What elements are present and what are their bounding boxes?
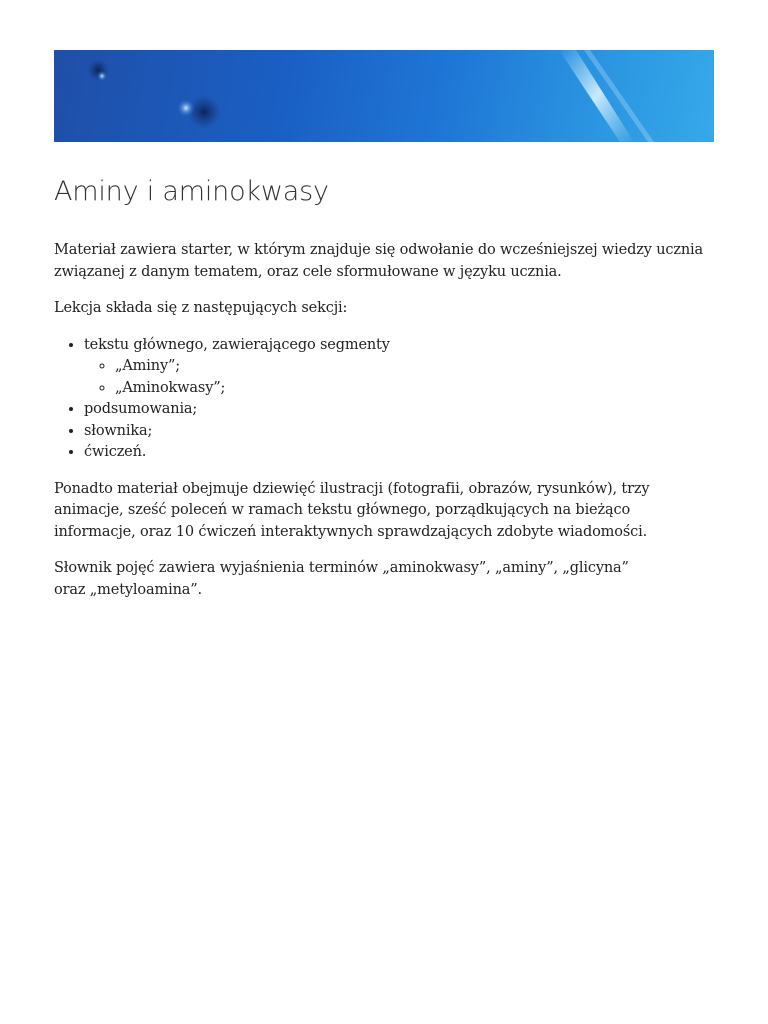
list-item: • podsumowania; bbox=[84, 399, 714, 421]
sections-list bbox=[54, 335, 714, 464]
glossary-paragraph bbox=[54, 558, 714, 601]
main-text-label: tekstu głównego, zawierającego segmenty bbox=[84, 336, 390, 353]
glossary-line-1: Słownik pojęć zawiera wyjaśnienia terminów „aminokwasy”, „aminy”, „glicyna” bbox=[54, 560, 629, 576]
page-title: Aminy i aminokwasy bbox=[54, 176, 329, 207]
list-item: ◦ „Aminy”; bbox=[115, 356, 714, 378]
glossary-line-2: oraz „metyloamina”. bbox=[54, 581, 202, 598]
header-banner bbox=[54, 50, 714, 142]
list-item bbox=[84, 335, 714, 400]
page-content bbox=[54, 50, 714, 601]
intro-paragraph: Materiał zawiera starter, w którym znajduje się odwołanie do wcześniejszej wiedzy ucznia związanej z danym tematem, oraz cele sformułowane w języku ucznia. bbox=[54, 242, 704, 280]
sections-intro: Lekcja składa się z następujących sekcji: bbox=[54, 300, 348, 316]
segments-list bbox=[84, 356, 714, 399]
materials-paragraph: Ponadto materiał obejmuje dziewięć ilustracji (fotografii, obrazów, rysunków), trzy animacje, sześć poleceń w ramach tekstu głównego, porządkujących na bieżąco informacje, oraz 10 ćwiczeń interaktywnych sprawdzających zdobyte wiadomości. bbox=[54, 480, 650, 540]
list-item: ◦ „Aminokwasy”; bbox=[115, 378, 714, 400]
banner-decoration bbox=[54, 50, 714, 142]
list-item: • słownika; bbox=[84, 421, 714, 443]
list-item: • ćwiczeń. bbox=[84, 442, 714, 464]
